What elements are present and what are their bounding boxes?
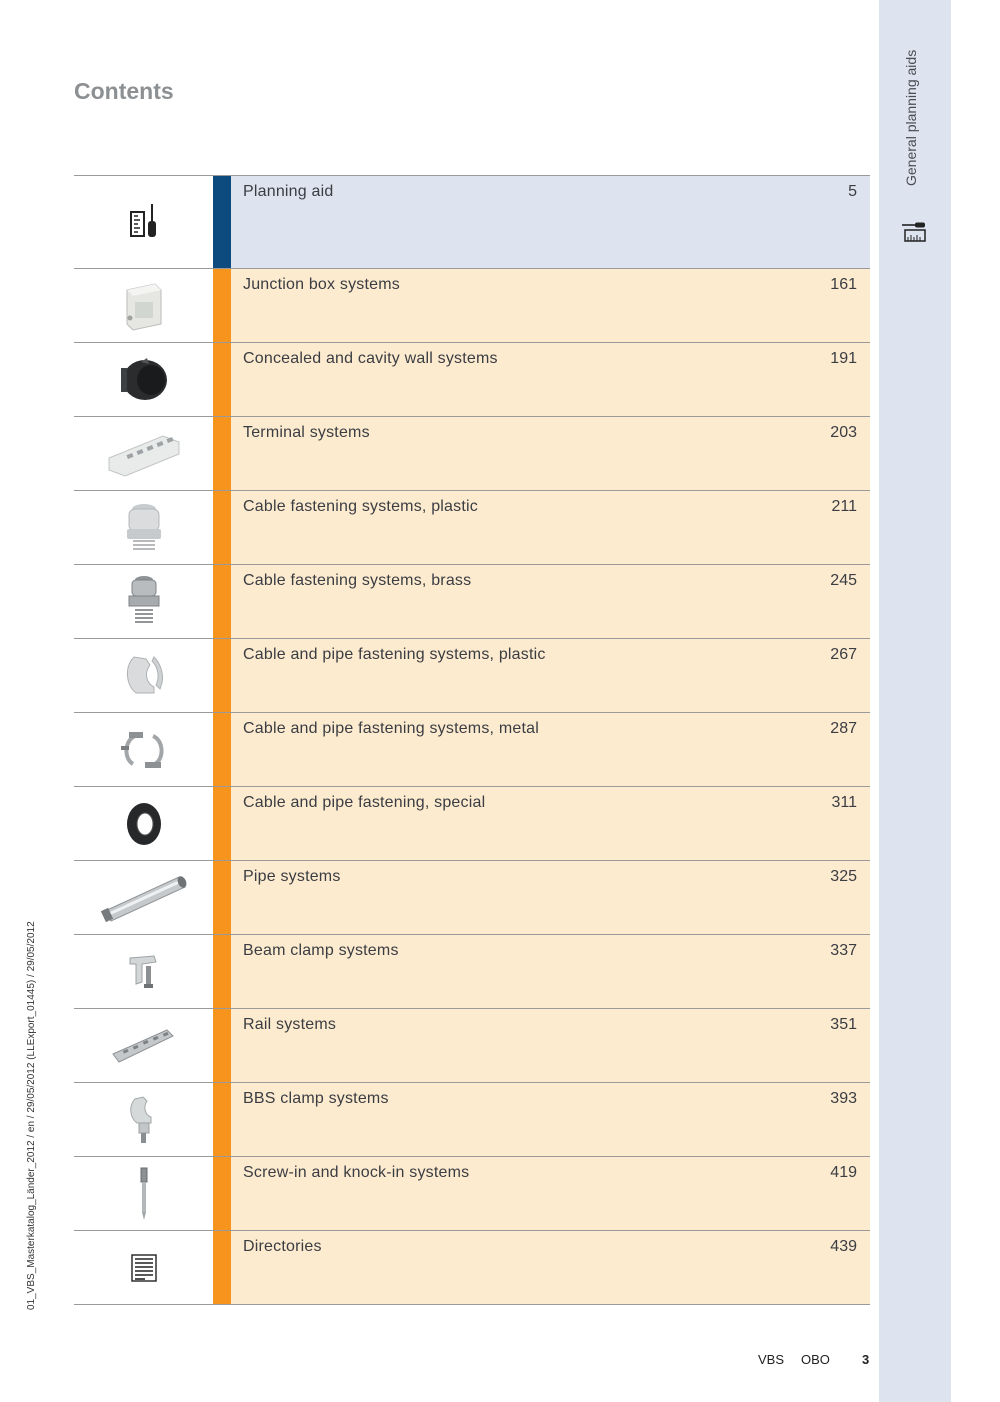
toc-entry-cell [231,565,870,638]
footer-brand-vbs: VBS [758,1352,785,1367]
toc-entry-cell [231,343,870,416]
print-job-info: 01_VBS_Masterkatalog_Länder_2012 / en / 29/05/2012 (LLExport_01445) / 29/05/2012 [26,921,37,1310]
footer-page-number: 3 [862,1352,870,1367]
toc-row-screw-in[interactable] [74,1157,870,1231]
plastic-cable-gland-icon [74,491,213,564]
toc-entry-cell [231,176,870,268]
toc-entry-label: Rail systems [243,1016,337,1033]
toc-row-cable-fastening-plastic[interactable] [74,491,870,565]
bbs-clamp-icon [74,1083,213,1156]
category-color-band [213,176,231,268]
toc-entry-cell [231,713,870,786]
toc-entry-cell [231,861,870,934]
toc-entry-page: 161 [830,276,857,293]
category-color-band [213,639,231,712]
toc-entry-cell [231,787,870,860]
toc-entry-label: Terminal systems [243,424,370,441]
toc-entry-label: Concealed and cavity wall systems [243,350,498,367]
toc-entry-page: 419 [830,1164,857,1181]
category-color-band [213,343,231,416]
category-color-band [213,1009,231,1082]
toc-row-rail-systems[interactable] [74,1009,870,1083]
toc-entry-cell [231,935,870,1008]
toc-row-pipe-systems[interactable] [74,861,870,935]
toc-entry-label: Beam clamp systems [243,942,399,959]
toc-entry-label: Directories [243,1238,322,1255]
toc-entry-cell [231,417,870,490]
toc-entry-cell [231,1009,870,1082]
toc-entry-page: 267 [830,646,857,663]
side-tab-strip [879,0,951,1402]
toc-row-bbs-clamp[interactable] [74,1083,870,1157]
category-color-band [213,935,231,1008]
toc-entry-label: Pipe systems [243,868,341,885]
toc-entry-cell [231,269,870,342]
conduit-pipe-icon [74,861,213,934]
toc-entry-label: BBS clamp systems [243,1090,389,1107]
toc-entry-label: Cable and pipe fastening systems, metal [243,720,539,737]
category-color-band [213,1231,231,1304]
category-color-band [213,491,231,564]
page-title: Contents [74,78,174,104]
toc-entry-page: 325 [830,868,857,885]
contents-table [74,175,870,1305]
planning-aid-tab-icon [901,221,927,248]
locknut-ring-icon [74,787,213,860]
category-color-band [213,1157,231,1230]
category-color-band [213,417,231,490]
toc-entry-page: 287 [830,720,857,737]
toc-row-pipe-fastening-metal[interactable] [74,713,870,787]
cavity-wall-box-icon [74,343,213,416]
toc-entry-page: 393 [830,1090,857,1107]
toc-entry-page: 211 [831,498,857,515]
toc-entry-label: Cable and pipe fastening systems, plastic [243,646,546,663]
category-color-band [213,565,231,638]
directory-list-icon [74,1231,213,1304]
side-tab-label: General planning aids [903,49,919,186]
toc-entry-cell [231,491,870,564]
screw-in-anchor-icon [74,1157,213,1230]
toc-entry-page: 337 [830,942,857,959]
toc-entry-page: 203 [830,424,857,441]
toc-row-beam-clamp[interactable] [74,935,870,1009]
toc-entry-page: 311 [831,794,857,811]
toc-row-terminal[interactable] [74,417,870,491]
junction-box-icon [74,269,213,342]
toc-entry-cell [231,1083,870,1156]
brass-cable-gland-icon [74,565,213,638]
plastic-pipe-clip-icon [74,639,213,712]
toc-entry-page: 351 [830,1016,857,1033]
toc-row-cable-fastening-brass[interactable] [74,565,870,639]
category-color-band [213,269,231,342]
metal-pipe-clamp-icon [74,713,213,786]
toc-entry-label: Cable fastening systems, brass [243,572,472,589]
toc-entry-page: 439 [830,1238,857,1255]
footer-brand-obo: OBO [801,1352,830,1367]
mounting-rail-icon [74,1009,213,1082]
toc-entry-label: Planning aid [243,183,334,200]
toc-row-pipe-fastening-plastic[interactable] [74,639,870,713]
category-color-band [213,1083,231,1156]
toc-row-junction-box[interactable] [74,269,870,343]
toc-row-directories[interactable] [74,1231,870,1305]
toc-entry-page: 191 [830,350,857,367]
toc-row-pipe-fastening-special[interactable] [74,787,870,861]
toc-entry-cell [231,1157,870,1230]
toc-row-cavity-wall[interactable] [74,343,870,417]
toc-entry-label: Junction box systems [243,276,400,293]
toc-entry-cell [231,1231,870,1304]
terminal-block-icon [74,417,213,490]
toc-entry-label: Cable and pipe fastening, special [243,794,486,811]
beam-clamp-icon [74,935,213,1008]
toc-entry-page: 245 [830,572,857,589]
toc-entry-label: Screw-in and knock-in systems [243,1164,470,1181]
toc-entry-page: 5 [848,183,857,200]
category-color-band [213,861,231,934]
toc-row-planning-aid[interactable] [74,175,870,269]
toc-entry-label: Cable fastening systems, plastic [243,498,478,515]
category-color-band [213,787,231,860]
toc-entry-cell [231,639,870,712]
planning-aid-icon [74,176,213,268]
category-color-band [213,713,231,786]
